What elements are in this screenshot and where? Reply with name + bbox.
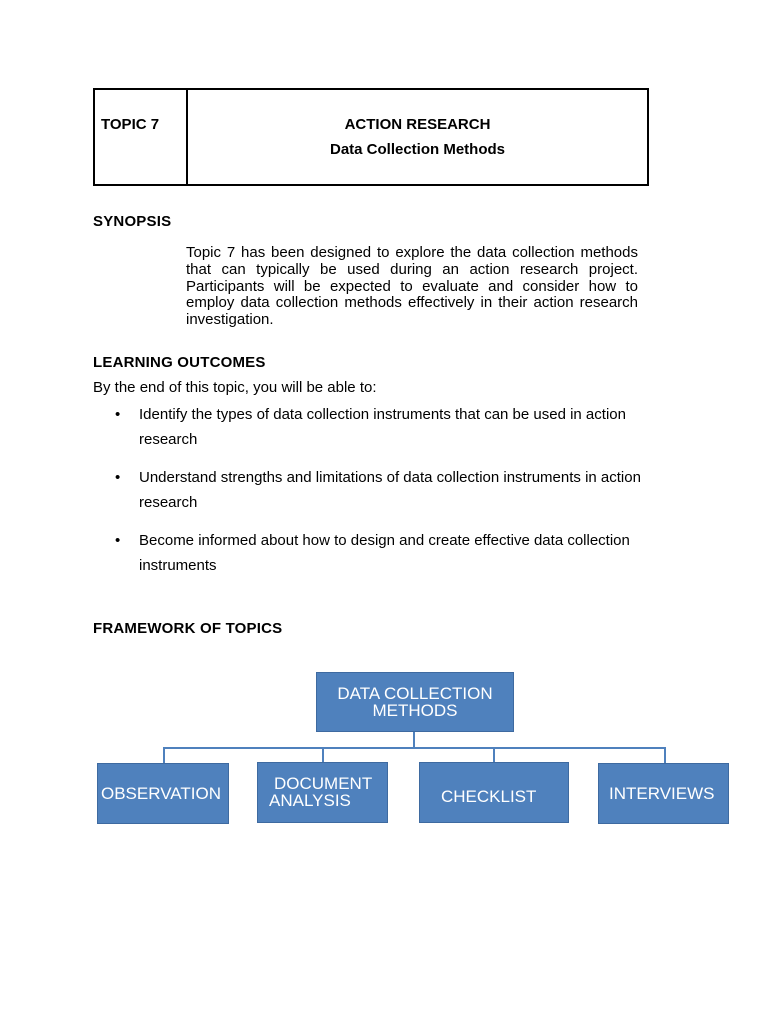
topic-header-table	[93, 88, 649, 186]
connector-interviews	[664, 747, 666, 763]
framework-heading: FRAMEWORK OF TOPICS	[93, 620, 283, 637]
learning-outcomes-intro: By the end of this topic, you will be able to:	[93, 379, 377, 396]
checklist-label: CHECKLIST	[441, 787, 537, 806]
list-item	[93, 402, 668, 452]
list-item	[93, 465, 668, 515]
child-box-checklist	[419, 762, 569, 823]
bullet-icon: •	[115, 469, 121, 486]
synopsis-text: Topic 7 has been designed to explore the data collection methods that can typically be used during an action research project. Participants will be expected to evaluate and consider how to employ data collection methods effectively in their action research investigation.	[186, 244, 638, 329]
interviews-label: INTERVIEWS	[609, 784, 715, 803]
outcome-text: Become informed about how to design and create effective data collection instruments	[139, 532, 630, 574]
bullet-icon: •	[115, 532, 121, 549]
header-divider	[186, 90, 188, 184]
child-box-interviews	[598, 763, 729, 824]
outcome-text: Understand strengths and limitations of data collection instruments in action research	[139, 469, 641, 511]
outcome-text: Identify the types of data collection instruments that can be used in action research	[139, 406, 626, 448]
connector-root-stem	[413, 732, 415, 748]
synopsis-heading: SYNOPSIS	[93, 213, 172, 230]
topic-subtitle: Data Collection Methods	[329, 141, 505, 158]
learning-outcomes-heading: LEARNING OUTCOMES	[93, 354, 266, 371]
child-box-document-analysis	[257, 762, 388, 823]
connector-horizontal-bar	[163, 747, 666, 749]
topic-number: TOPIC 7	[101, 116, 160, 133]
root-box-data-collection-methods	[316, 672, 514, 732]
list-item	[93, 528, 668, 578]
root-box-line2: METHODS	[372, 701, 458, 720]
document-label-line2: ANALYSIS	[269, 791, 351, 810]
learning-outcomes-list	[93, 402, 668, 591]
topic-title: ACTION RESEARCH	[344, 116, 491, 133]
document-label-line1: DOCUMENT	[274, 774, 373, 793]
observation-label: OBSERVATION	[101, 784, 221, 803]
root-box-line1: DATA COLLECTION	[337, 684, 493, 703]
connector-observation	[163, 747, 165, 763]
connector-document	[322, 747, 324, 762]
child-box-observation	[97, 763, 229, 824]
bullet-icon: •	[115, 406, 121, 423]
connector-checklist	[493, 747, 495, 762]
